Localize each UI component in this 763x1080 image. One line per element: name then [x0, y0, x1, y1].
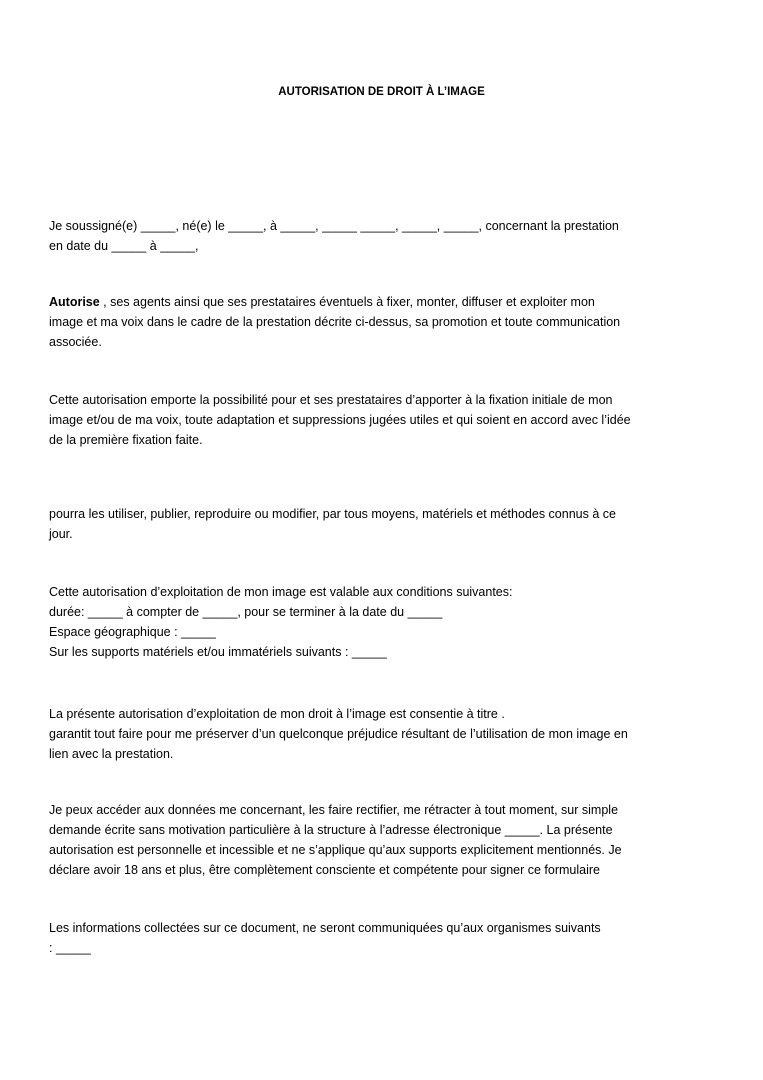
paragraph-adaptation: [49, 390, 719, 450]
paragraph-data-rights: [49, 800, 719, 880]
paragraph-information: [49, 918, 719, 958]
paragraph-line: jour.: [49, 527, 73, 541]
paragraph-line: autorisation est personnelle et incessible et ne s’applique qu’aux supports explicitement mentionnés. Je: [49, 843, 622, 857]
paragraph-line: image et/ou de ma voix, toute adaptation et suppressions jugées utiles et qui soient en accord avec l’idée: [49, 413, 631, 427]
paragraph-line: demande écrite sans motivation particulière à la structure à l’adresse électronique _____. La présente: [49, 823, 613, 837]
paragraph-line: Je soussigné(e) _____, né(e) le _____, à _____, _____ _____, _____, _____, concernant la prestation: [49, 219, 619, 233]
paragraph-line: en date du _____ à _____,: [49, 239, 199, 253]
paragraph-usage: [49, 504, 719, 544]
paragraph-line: lien avec la prestation.: [49, 747, 174, 761]
paragraph-line: garantit tout faire pour me préserver d’un quelconque préjudice résultant de l’utilisation de mon image en: [49, 727, 628, 741]
paragraph-line: de la première fixation faite.: [49, 433, 203, 447]
paragraph-identity: [49, 216, 719, 256]
paragraph-line: Cette autorisation d’exploitation de mon image est valable aux conditions suivantes:: [49, 585, 513, 599]
paragraph-line: : _____: [49, 941, 91, 955]
paragraph-conditions: [49, 582, 719, 662]
paragraph-authorization: [49, 292, 719, 352]
paragraph-line: Je peux accéder aux données me concernant, les faire rectifier, me rétracter à tout moment, sur simple: [49, 803, 619, 817]
authorize-keyword: Autorise: [49, 295, 100, 309]
document-title: AUTORISATION DE DROIT À L’IMAGE: [278, 86, 485, 98]
paragraph-line: Sur les supports matériels et/ou immatériels suivants : _____: [49, 645, 387, 659]
paragraph-line: [49, 292, 719, 312]
paragraph-line: Cette autorisation emporte la possibilité pour et ses prestataires d’apporter à la fixation initiale de mon: [49, 393, 613, 407]
paragraph-line: Espace géographique : _____: [49, 625, 216, 639]
paragraph-line: déclare avoir 18 ans et plus, être complètement consciente et compétente pour signer ce formulaire: [49, 863, 600, 877]
paragraph-line: durée: _____ à compter de _____, pour se terminer à la date du _____: [49, 605, 443, 619]
paragraph-line-text: , ses agents ainsi que ses prestataires éventuels à fixer, monter, diffuser et exploiter mon: [99, 295, 595, 309]
paragraph-consent: [49, 704, 719, 764]
paragraph-line: pourra les utiliser, publier, reproduire ou modifier, par tous moyens, matériels et méthodes connus à ce: [49, 507, 616, 521]
paragraph-line: image et ma voix dans le cadre de la prestation décrite ci-dessus, sa promotion et toute communication: [49, 315, 621, 329]
paragraph-line: Les informations collectées sur ce document, ne seront communiquées qu’aux organismes suivants: [49, 921, 601, 935]
paragraph-line: associée.: [49, 335, 102, 349]
paragraph-line: La présente autorisation d’exploitation de mon droit à l’image est consentie à titre .: [49, 707, 505, 721]
